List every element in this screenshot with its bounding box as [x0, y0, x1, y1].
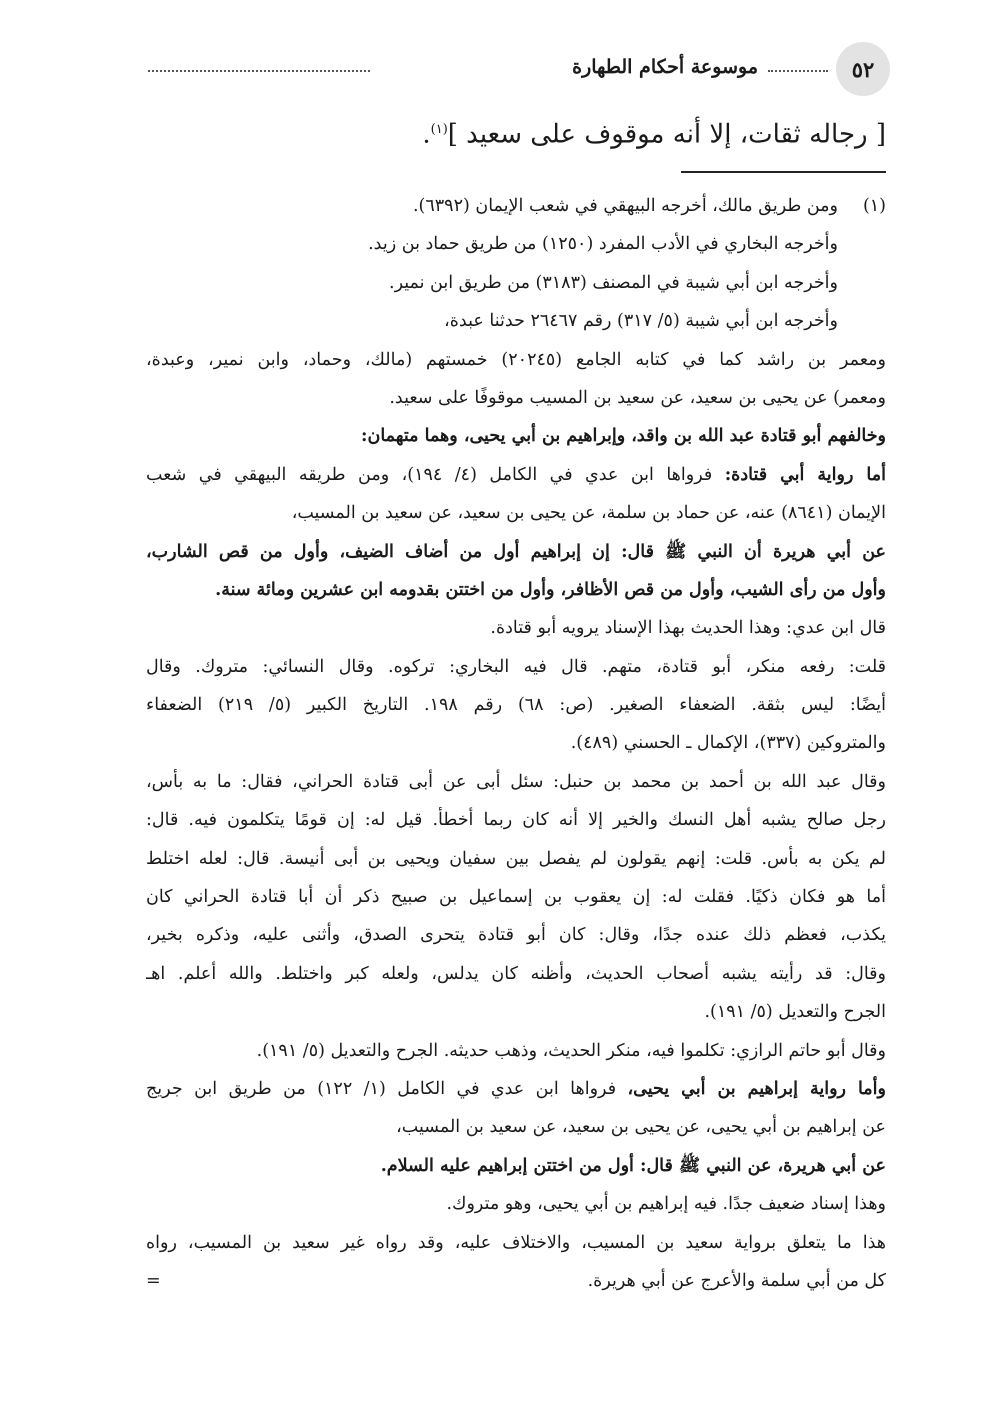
footnote-line: الجرح والتعديل (٥/ ١٩١). [704, 1002, 886, 1023]
footnote-line: وهذا إسناد ضعيف جدًا. فيه إبراهيم بن أبي يحيى، وهو متروك. [446, 1194, 886, 1215]
footnote-line: وخالفهم أبو قتادة عبد الله بن واقد، وإبراهيم بن أبي يحيى، وهما متهمان: [361, 426, 886, 447]
footnote-separator [681, 171, 886, 173]
footnote-line: قلت: رفعه منكر، أبو قتادة، متهم. قال فيه البخاري: تركوه. وقال النسائي: متروك. وقال [146, 656, 886, 677]
footnote-block [146, 187, 886, 1300]
main-text-end: . [422, 119, 431, 150]
footnote-line: الإيمان (٨٦٤١) عنه، عن حماد بن سلمة، عن يحيى بن سعيد، عن سعيد بن المسيب، [291, 503, 886, 524]
footnote-line: أيضًا: ليس بثقة. الضعفاء الصغير. (ص: ٦٨) رقم ١٩٨. التاريخ الكبير (٥/ ٢١٩) الضعفاء [146, 695, 886, 716]
footnote-line: يكذب، فعظم ذلك عنده جدًا، وقال: كان أبو قتادة يتحرى الصدق، وأثنى عليه، وذكره بخير، [146, 925, 886, 946]
page-header [140, 42, 890, 102]
footnote-text: فرواها ابن عدي في الكامل (١/ ١٢٢) من طريق ابن جريج [146, 1078, 628, 1099]
footnote-line [146, 1262, 886, 1300]
header-dotted-rule-right [768, 70, 828, 72]
continuation-mark: = [146, 1270, 161, 1291]
footnote-line: ومعمر) عن يحيى بن سعيد، عن سعيد بن المسيب موقوفًا على سعيد. [389, 387, 886, 408]
footnote-bold-lead: وأما رواية إبراهيم بن أبي يحيى، [627, 1078, 886, 1099]
footnote-line: وأخرجه البخاري في الأدب المفرد (١٢٥٠) من طريق حماد بن زيد. [368, 234, 838, 255]
running-title: موسوعة أحكام الطهارة [572, 56, 758, 78]
footnote-text: ومن طريق مالك، أخرجه البيهقي في شعب الإيمان (٦٣٩٢). [412, 196, 838, 216]
footnote-line: وقال: قد رأيته يشبه أصحاب الحديث، وأظنه كان يدلس، ولعله كبر واختلط. والله أعلم. اهـ [146, 963, 886, 984]
footnote-text: فرواها ابن عدي في الكامل (٤/ ١٩٤)، ومن طريقه البيهقي في شعب [146, 464, 725, 485]
footnote-line: وأخرجه ابن أبي شيبة في المصنف (٣١٨٣) من طريق ابن نمير. [389, 272, 838, 293]
footnote-line: وأخرجه ابن أبي شيبة (٥/ ٣١٧) رقم ٢٦٤٦٧ حدثنا عبدة، [444, 311, 838, 332]
footnote-line: أما هو فكان ذكيًا. فقلت له: إن يعقوب بن إسماعيل بن صبيح ذكر أن أبا قتادة الحراني كان [146, 887, 886, 908]
hadith-text-line: وأول من رأى الشيب، وأول من قص الأظافر، وأول من اختتن بقدومه ابن عشرين ومائة سنة. [215, 579, 886, 600]
main-text [146, 108, 886, 157]
footnote-line: رجل صالح يشبه أهل النسك والخير إلا أنه كان ربما أخطأ. قيل له: إن قومًا يتكلمون فيه. قال: [146, 810, 886, 831]
footnote-line [146, 187, 886, 225]
footnote-line: قال ابن عدي: وهذا الحديث بهذا الإسناد يرويه أبو قتادة. [490, 618, 886, 639]
footnote-line: والمتروكين (٣٣٧)، الإكمال ـ الحسني (٤٨٩). [570, 733, 886, 754]
footnote-bold-lead: أما رواية أبي قتادة: [724, 464, 886, 485]
footnote-line: لم يكن به بأس. قلت: إنهم يقولون لم يفصل بين سفيان ويحيى بن أبى أنيسة. قال: لعله اختلط [146, 848, 886, 869]
footnote-line: وقال عبد الله بن أحمد بن محمد بن حنبل: سئل أبى عن أبى قتادة الحراني، فقال: ما به بأس، [146, 771, 886, 792]
footnote-line: هذا ما يتعلق برواية سعيد بن المسيب، والاختلاف عليه، وقد رواه غير سعيد بن المسيب، رواه [146, 1232, 886, 1253]
footnote-line [146, 1070, 886, 1108]
main-text-body: [ رجاله ثقات، إلا أنه موقوف على سعيد ] [447, 119, 886, 150]
footnote-line: ومعمر بن راشد كما في كتابه الجامع (٢٠٢٤٥) خمستهم (مالك، وحماد، وابن نمير، وعبدة، [146, 349, 886, 370]
footnote-marker: (١) [862, 196, 886, 216]
footnote-line [146, 456, 886, 494]
hadith-text-line: عن أبي هريرة، عن النبي ﷺ قال: أول من اختتن إبراهيم عليه السلام. [380, 1155, 886, 1176]
header-dotted-rule-left [148, 70, 370, 72]
footnote-text: كل من أبي سلمة والأعرج عن أبي هريرة. [587, 1270, 886, 1291]
page-number: ٥٢ [851, 56, 875, 82]
page-number-badge [836, 42, 890, 96]
footnote-reference: (١) [430, 122, 448, 137]
footnote-line: عن إبراهيم بن أبي يحيى، عن يحيى بن سعيد، عن سعيد بن المسيب، [396, 1117, 886, 1138]
hadith-text-line: عن أبي هريرة أن النبي ﷺ قال: إن إبراهيم أول من أضاف الضيف، وأول من قص الشارب، [146, 541, 886, 562]
footnote-line: وقال أبو حاتم الرازي: تكلموا فيه، منكر الحديث، وذهب حديثه. الجرح والتعديل (٥/ ١٩١). [256, 1040, 886, 1061]
